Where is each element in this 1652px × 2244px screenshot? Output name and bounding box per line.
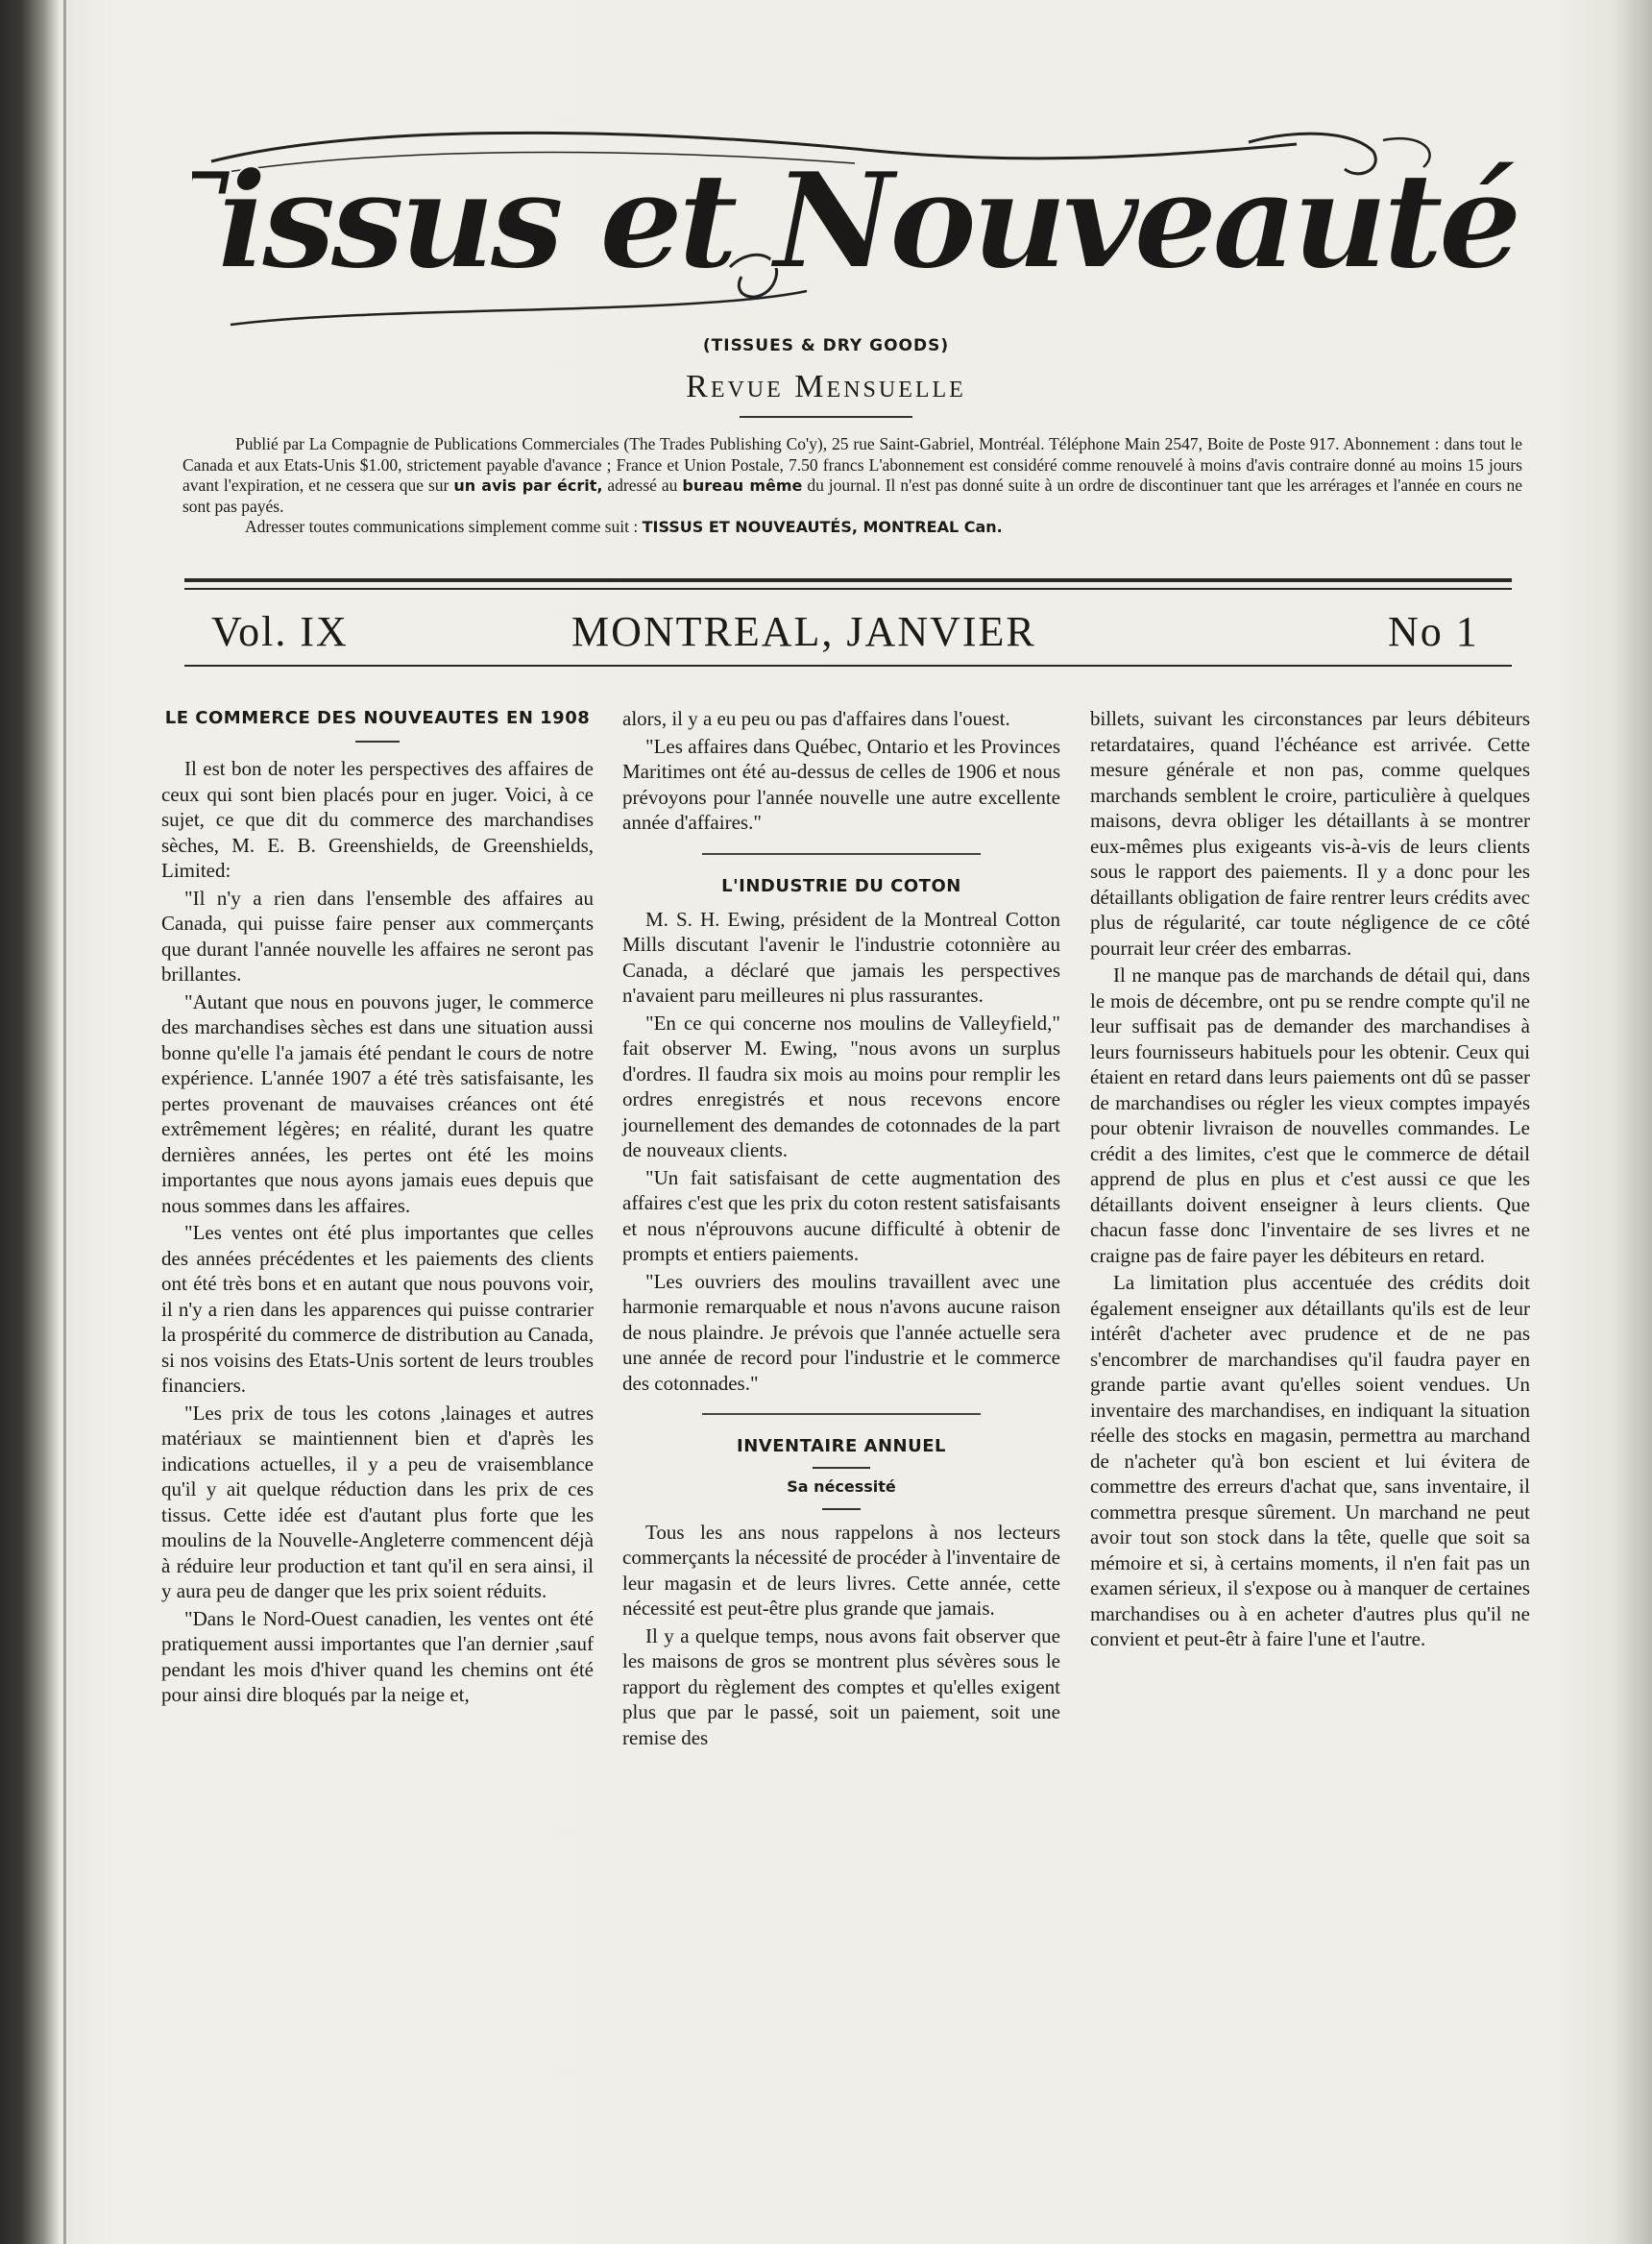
paragraph: "Les ventes ont été plus importantes que celles des années précédentes et les paiements des clients ont été très bons et en autant que nous pouvons voir, il n'y a rien dans les apparences qui puisse contrarier la prospérité du commerce de distribution au Canada, si nos voisins des Etats-Unis sortent de leurs troubles financiers. (161, 1221, 594, 1397)
paragraph: Tous les ans nous rappelons à nos lecteurs commerçants la nécessité de procéder à l'inventaire de leur magasin et de leurs livres. Cette année, cette nécessité est peut-être plus grande que jamais. (622, 1520, 1060, 1620)
column-2 (622, 706, 1060, 1752)
article-title: INVENTAIRE ANNUEL (737, 1436, 946, 1456)
paragraph: Il est bon de noter les perspectives des affaires de ceux qui sont bien placés pour en juger. Voici, à ce sujet, ce que dit du commerce des marchandises sèches, M. E. B. Greenshields, de Greenshields, Limited: (161, 757, 594, 882)
paragraph: "Il n'y a rien dans l'ensemble des affaires au Canada, qui puisse faire penser aux commerçants que durant l'année nouvelle les affaires ne seront pas brillantes. (161, 886, 594, 986)
divider (184, 665, 1512, 667)
periodicity-label: Revue Mensuelle (686, 369, 966, 404)
divider (702, 1413, 981, 1415)
publication-info (182, 434, 1522, 538)
column-1 (161, 706, 594, 1710)
issue-number: No 1 (1388, 608, 1479, 655)
paragraph: "En ce qui concerne nos moulins de Valleyfield," fait observer M. Ewing, "nous avons un surplus d'ordres. Il faudra six mois au moins pour remplir les ordres enregistrés et nous recevons encore journellement des demandes de cotonnades de la part de nouveaux clients. (622, 1011, 1060, 1161)
masthead-title (192, 123, 1518, 344)
address-bold: TISSUS ET NOUVEAUTÉS, MONTREAL Can. (642, 518, 1003, 536)
address-paragraph (182, 517, 1522, 538)
paragraph: "Les prix de tous les cotons ,lainages et autres matériaux se maintiennent bien et d'après les indications actuelles, il y a peu de vraisemblance qu'il y ait quelque réduction dans les prix de ces tissus. Cette idée est d'autant plus forte que les moulins de la Nouvelle-Angleterre commencent déjà à réduire leur production et tant qu'il en sera ainsi, il y aura peu de danger que les prix soient réduits. (161, 1401, 594, 1602)
divider (184, 578, 1512, 582)
subscription-text: Publié par La Compagnie de Publications Commerciales (The Trades Publishing Co'y), 25 rue Saint-Gabriel, Montréal. Téléphone Main 2547, Boite de Poste 917. Abonnement : dans tout le Canada et aux Etats-Unis $1.00, strictement payable d'avance ; France et Union Postale, 7.50 francs L'abonnement est considéré comme renouvelé à moins d'avis contraire donné au moins 15 jours avant l'expiration, et ne cessera que sur (182, 434, 1522, 495)
paragraph: La limitation plus accentuée des crédits doit également enseigner aux détaillants qu'ils est de leur intérêt d'acheter avec prudence et de ne pas s'encombrer de marchandises qu'il faudra payer en grande partie avant qu'elles soient vendues. Un inventaire des marchandises, en indiquant la situation réelle des stocks en magasin, permettra au marchand de n'acheter qu'à bon escient et lui évitera de commettre des erreurs d'achat que, sans inventaire, il commettra presque sûrement. Un marchand ne peut avoir tout son stock dans la tête, quelle que soit sa mémoire et si, à certains moments, il n'en fait pas un examen sérieux, il s'expose ou à manquer de certaines marchandises ou à en acheter d'autres plus qu'il ne convient et peut-êtr à faire l'une et l'autre. (1090, 1271, 1530, 1650)
subscription-bold-notice: un avis par écrit, (453, 476, 603, 495)
paragraph: Il ne manque pas de marchands de détail qui, dans le mois de décembre, ont pu se rendre compte qu'il ne leur suffisait pas de demander des marchandises à leurs fournisseurs habituels pour les obtenir. Ceux qui étaient en retard dans leurs paiements ont dû se passer de marchandises ou régler les vieux comptes impayés pour obtenir livraison de nouvelles commandes. Le crédit a des limites, c'est que le commerce de détail apprend de plus en plus et c'est aussi ce que les détaillants doivent enseigner à leurs clients. Que chacun fasse donc l'inventaire de ses livres et ne craigne pas de faire payer les débiteurs en retard. (1090, 963, 1530, 1267)
subscription-bold-office: bureau même (682, 476, 803, 495)
masthead-title-text: Tissus et Nouveautés (192, 142, 1518, 299)
paragraph: "Autant que nous en pouvons juger, le commerce des marchandises sèches est dans une situation aussi bonne qu'elle l'a jamais été pendant le cours de notre expérience. L'année 1907 a été très satisfaisante, les pertes provenant de mauvaises créances ont été extrêmement légères; en réalité, durant les quatre dernières années, les pertes ont été les moins importantes que nous ayons jamais eues depuis que nous sommes dans les affaires. (161, 989, 594, 1217)
issue-place-date: MONTREAL, JANVIER (571, 608, 1036, 655)
divider (813, 1467, 870, 1469)
divider (184, 588, 1512, 590)
paragraph: Il y a quelque temps, nous avons fait observer que les maisons de gros se montrent plus sévères sous le rapport du règlement des comptes et qu'elles exigent plus que par le passé, soit un paiement, soit une remise des (622, 1623, 1060, 1749)
paragraph: "Dans le Nord-Ouest canadien, les ventes ont été pratiquement aussi importantes que l'an dernier ,sauf pendant les mois d'hiver quand les chemins ont été pour ainsi dire bloqués par la neige et, (161, 1606, 594, 1706)
issue-volume: Vol. IX (211, 608, 349, 655)
address-text: Adresser toutes communications simplement comme suit : (245, 517, 643, 536)
divider (740, 416, 912, 418)
paragraph: billets, suivant les circonstances par leurs débiteurs retardataires, quand l'échéance est arrivée. Cette mesure générale et non pas, comme quelques marchands semblent le croire, particulière à quelques maisons, devra obliger les détaillants à se montrer eux-mêmes plus exigeants vis-à-vis de leurs clients sous le rapport des paiements. Il y a donc pour les détaillants obligation de faire rentrer leurs crédits avec plus de régularité, car toute négligence de ce côté pourrait leur créer des embarras. (1090, 707, 1530, 960)
divider (822, 1508, 861, 1510)
article-title: L'INDUSTRIE DU COTON (721, 875, 961, 896)
divider (702, 853, 981, 855)
divider (355, 741, 400, 743)
subscription-text-mid: adressé au (602, 476, 683, 495)
article-title: LE COMMERCE DES NOUVEAUTES EN 1908 (164, 708, 591, 728)
paragraph: M. S. H. Ewing, président de la Montreal Cotton Mills discutant l'avenir le l'industrie cotonnière au Canada, a déclaré que jamais les perspectives n'avaient paru meilleures ni plus rassurantes. (622, 907, 1060, 1007)
paragraph: "Un fait satisfaisant de cette augmentation des affaires c'est que les prix du coton restent satisfaisants et nous n'éprouvons aucune difficulté à obtenir de prompts et entiers paiements. (622, 1165, 1060, 1265)
subscription-text-end: du journal. Il n'est pas donné suite à un ordre de discontinuer tant que les arrérages et l'année en cours ne sont pas payés. (182, 476, 1522, 516)
paragraph: "Les ouvriers des moulins travaillent avec une harmonie remarquable et nous n'avons aucune raison de nous plaindre. Je prévois que l'année actuelle sera une année de record pour l'industrie et le commerce des cotonnades." (622, 1269, 1060, 1395)
paragraph: alors, il y a eu peu ou pas d'affaires dans l'ouest. (622, 707, 1010, 730)
column-3 (1090, 706, 1530, 1654)
subscription-paragraph (182, 434, 1522, 517)
article-subtitle: Sa nécessité (787, 1477, 896, 1496)
masthead-subtitle: (TISSUES & DRY GOODS) (702, 336, 950, 355)
paragraph: "Les affaires dans Québec, Ontario et les Provinces Maritimes ont été au-dessus de celles de 1906 et nous prévoyons pour l'année nouvelle une autre excellente année d'affaires." (622, 734, 1060, 834)
